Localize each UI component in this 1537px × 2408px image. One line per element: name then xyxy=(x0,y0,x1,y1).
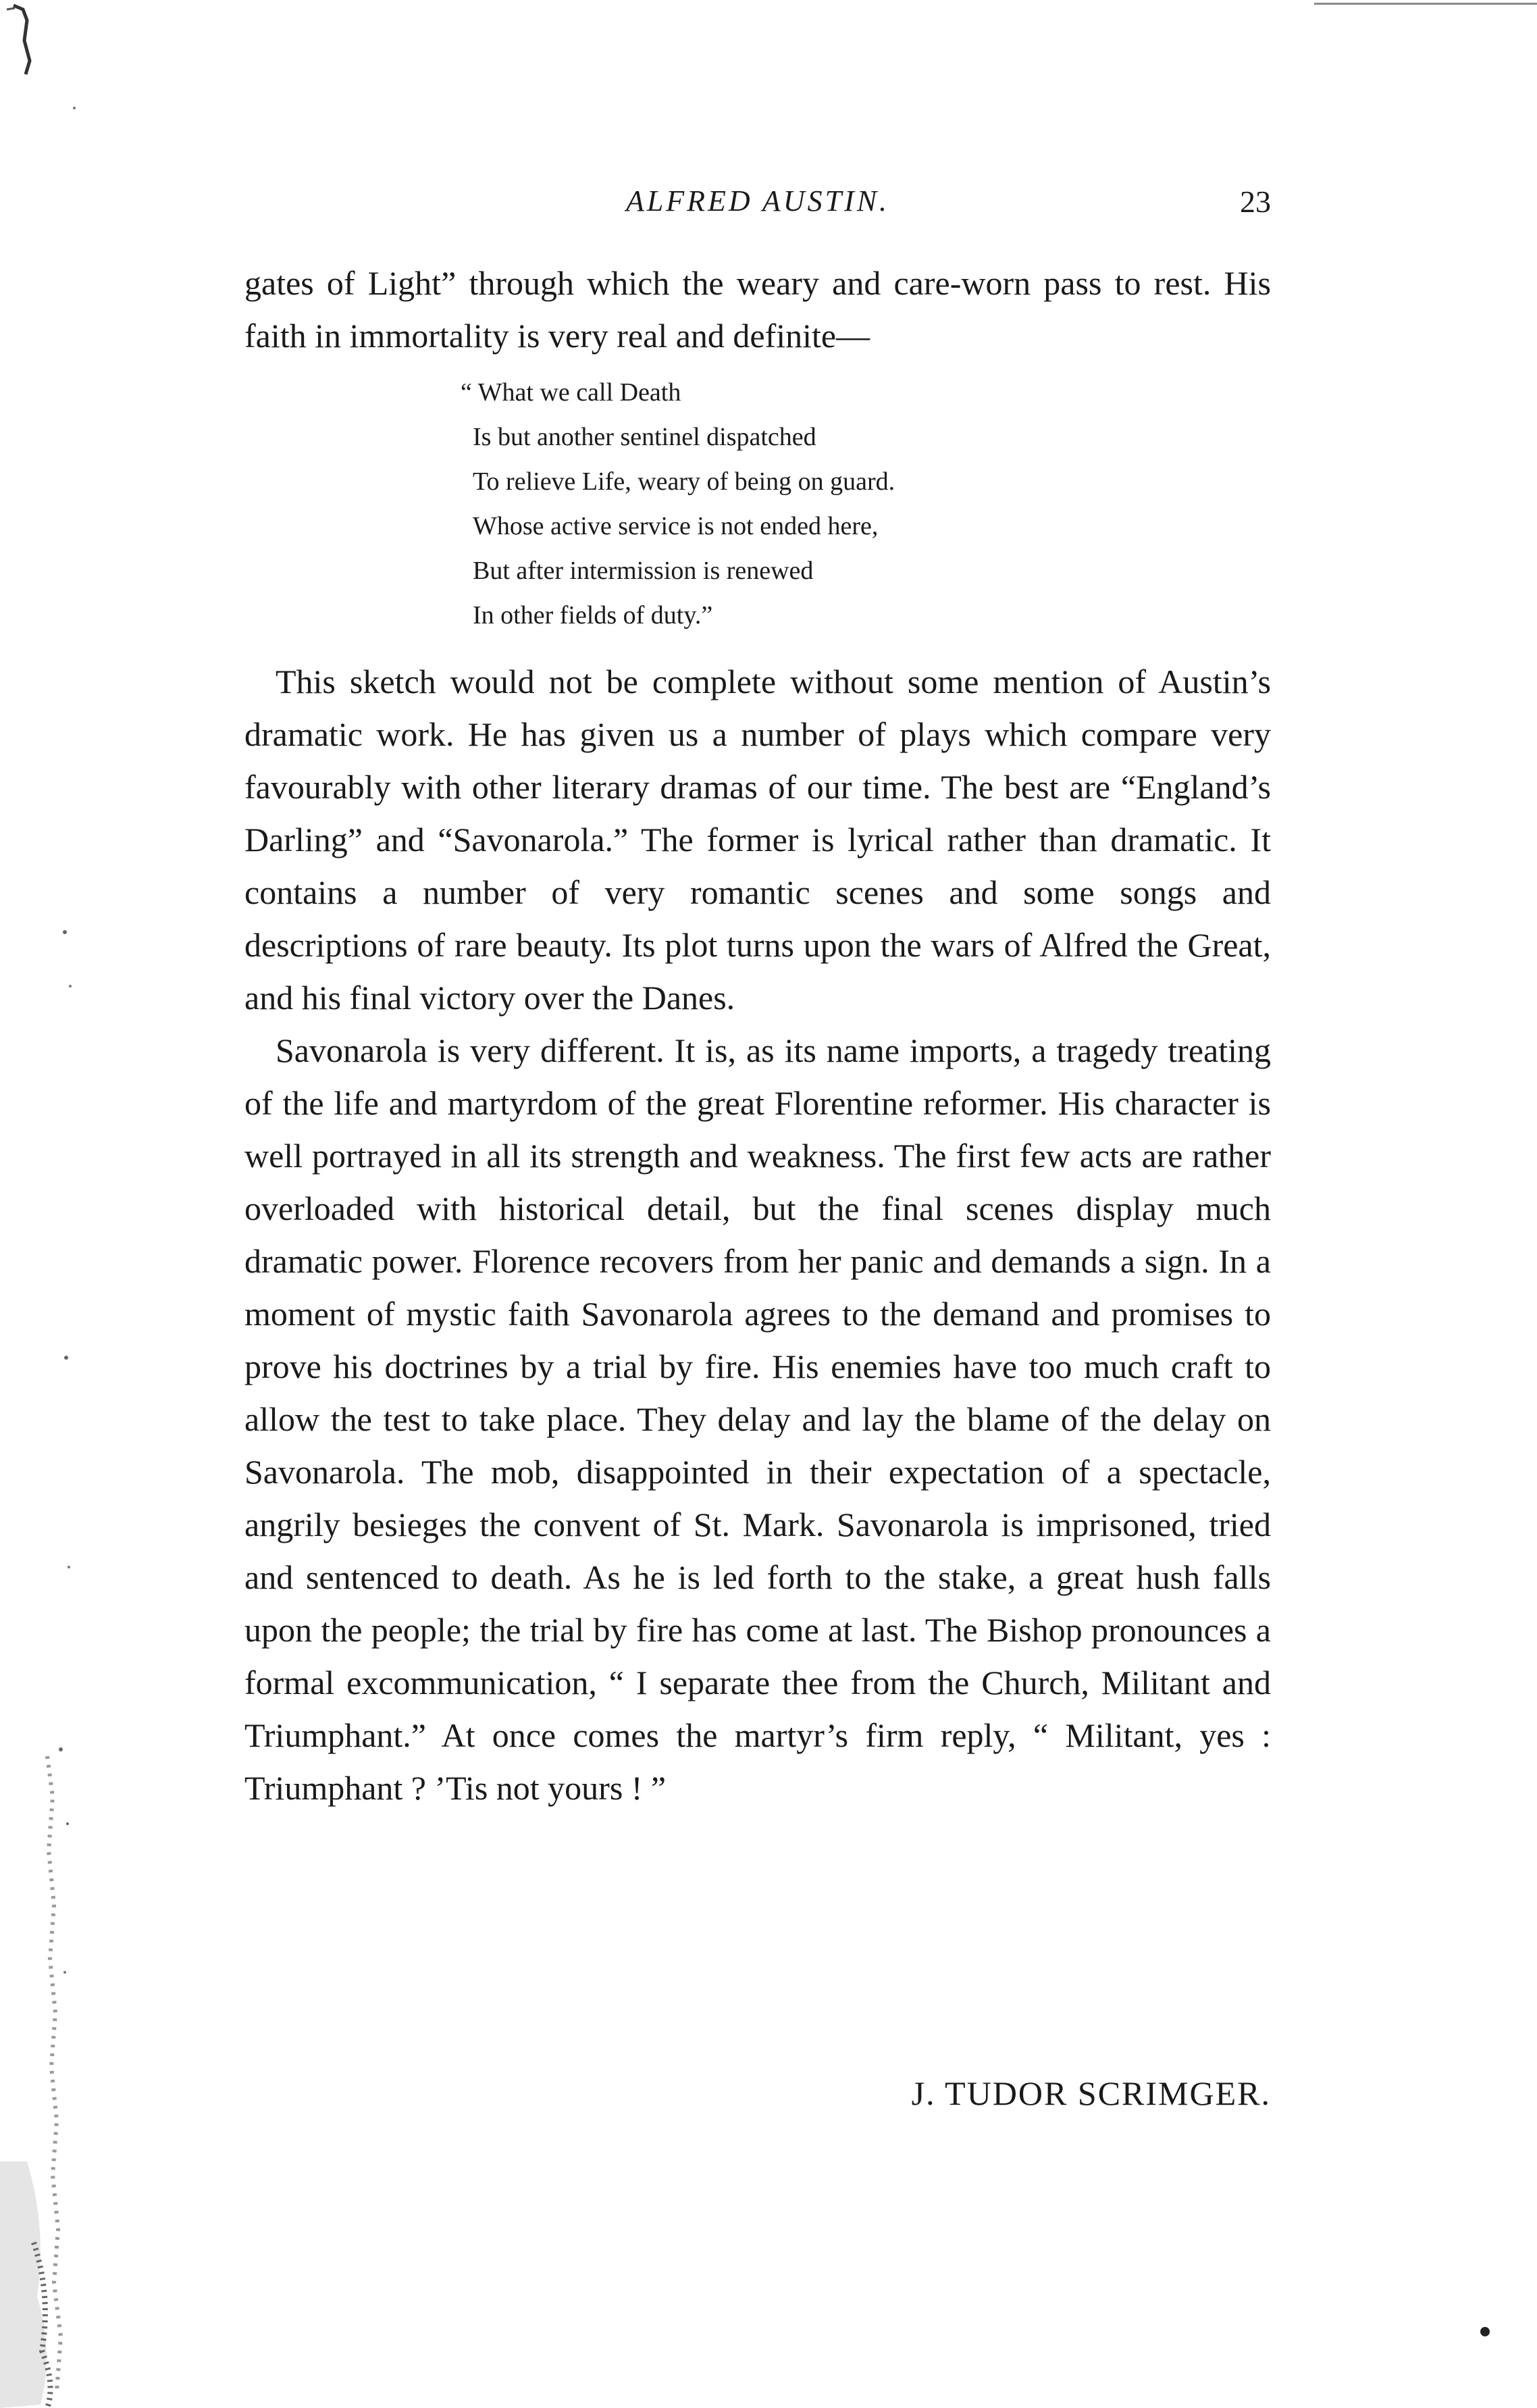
running-title: ALFRED AUSTIN. xyxy=(625,184,890,217)
scan-edge-rule xyxy=(1314,3,1537,5)
main-text xyxy=(244,655,1271,1814)
paragraph-dramatic-work: This sketch would not be complete without some mention of Austin’s dramatic work. He has given us a number of plays which compare very favourably with other literary dramas of our time. The best are “England’s Darling” and “Savonarola.” The former is lyrical rather than dramatic. It contains a number of very romantic scenes and some songs and descriptions of rare beauty. Its plot turns upon the wars of Alfred the Great, and his final victory over the Danes. xyxy=(244,663,1271,1017)
verse-quotation xyxy=(461,370,1216,638)
verse-line: In other fields of duty.” xyxy=(473,601,713,630)
running-header xyxy=(244,184,1271,231)
opening-paragraph xyxy=(244,257,1271,362)
verse-line: “ What we call Death xyxy=(461,378,681,407)
page-number: 23 xyxy=(1240,184,1271,219)
paragraph-savonarola: Savonarola is very different. It is, as its name imports, a tragedy treating of the life and martyrdom of the great Florentine reformer. His character is well portrayed in all its strength and weakness. The first few acts are rather overloaded with historical detail, but the final scenes display much dramatic power. Florence recovers from her panic and demands a sign. In a moment of mystic faith Savonarola agrees to the demand and promises to prove his doctrines by a trial by fire. His enemies have too much craft to allow the test to take place. They delay and lay the blame of the delay on Savonarola. The mob, disappointed in their expectation of a spectacle, angrily besieges the convent of St. Mark. Savonarola is imprisoned, tried and sentenced to death. As he is led forth to the stake, a great hush falls upon the people; the trial by fire has come at last. The Bishop pronounces a formal excommunication, “ I separate thee from the Church, Militant and Triumphant.” At once comes the martyr’s firm reply, “ Militant, yes : Triumphant ? ’Tis not yours ! ” xyxy=(244,1031,1271,1807)
author-signature: J. TUDOR SCRIMGER. xyxy=(911,2074,1271,2112)
opening-text: gates of Light” through which the weary and care-worn pass to rest. His faith in immortality is very real and definite— xyxy=(244,264,1271,355)
page-binding-edge xyxy=(0,0,81,2408)
verse-line: Is but another sentinel dispatched xyxy=(473,423,816,451)
verse-line: Whose active service is not ended here, xyxy=(473,512,879,540)
verse-line: But after intermission is renewed xyxy=(473,557,814,585)
scan-speck xyxy=(1480,2327,1490,2336)
verse-line: To relieve Life, weary of being on guard. xyxy=(473,467,895,496)
